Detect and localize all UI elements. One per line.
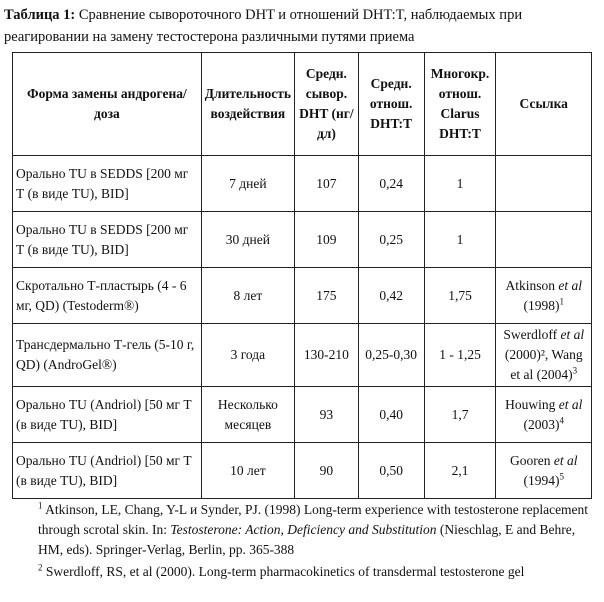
cell-form: Орально TU в SEDDS [200 мг Т (в виде TU), BID] xyxy=(13,156,202,212)
cell-clarus: 2,1 xyxy=(424,443,496,499)
table-row xyxy=(13,268,592,324)
cell-dht: 175 xyxy=(295,268,359,324)
cell-ratio: 0,50 xyxy=(358,443,424,499)
header-row xyxy=(13,53,592,156)
cell-reference: Swerdloff et al (2000)², Wang et al $(2004)^3$ xyxy=(496,324,592,387)
cell-form: Трансдермально Т-гель (5-10 г, QD) (AndroGel®) xyxy=(13,324,202,387)
footnote-1: $^1$ Atkinson, LE, Chang, Y-L и Synder, PJ. (1998) Long-term experience with testosterone replacement through scrotal skin. In: Testosterone: Action, Deficiency and Substitution (Nieschlag, E and Behre, HM, eds). Springer-Verlag, Berlin, pp. 365-388 xyxy=(38,500,589,557)
cell-dht: 93 xyxy=(295,387,359,443)
cell-duration: 8 лет xyxy=(201,268,294,324)
cell-reference: Gooren et al $(1994)^5$ xyxy=(496,443,592,499)
cell-clarus: 1,7 xyxy=(424,387,496,443)
cell-clarus: 1 - 1,25 xyxy=(424,324,496,387)
cell-form: Орально TU в SEDDS [200 мг Т (в виде TU), BID] xyxy=(13,212,202,268)
comparison-table xyxy=(12,52,592,499)
cell-duration: 3 года xyxy=(201,324,294,387)
cell-clarus: 1 xyxy=(424,212,496,268)
cell-dht: 107 xyxy=(295,156,359,212)
table-row xyxy=(13,443,592,499)
cell-form: Орально TU (Andriol) [50 мг Т (в виде TU), BID] xyxy=(13,387,202,443)
table-row xyxy=(13,156,592,212)
cell-reference xyxy=(496,156,592,212)
cell-duration: 30 дней xyxy=(201,212,294,268)
cell-reference: Houwing et al $(2003)^4$ xyxy=(496,387,592,443)
cell-dht: 90 xyxy=(295,443,359,499)
footnotes xyxy=(12,500,600,584)
caption-label: Таблица 1: xyxy=(4,7,76,23)
header-duration: Длительность воздействия xyxy=(201,53,294,156)
caption-text: Сравнение сывороточного DHT и отношений DHT:T, наблюдаемых при реагировании на замену тестостерона различными путями приема xyxy=(4,7,523,45)
cell-clarus: 1,75 xyxy=(424,268,496,324)
header-clarus: Многокр. отнош. Clarus DHT:T xyxy=(424,53,496,156)
header-dht: Средн. сывор. DHT (нг/дл) xyxy=(295,53,359,156)
cell-ratio: 0,24 xyxy=(358,156,424,212)
cell-duration: 7 дней xyxy=(201,156,294,212)
header-form: Форма замены андрогена/доза xyxy=(13,53,202,156)
cell-form: Орально TU (Andriol) [50 мг Т (в виде TU), BID] xyxy=(13,443,202,499)
header-ratio: Средн. отнош. DHT:T xyxy=(358,53,424,156)
cell-dht: 130-210 xyxy=(295,324,359,387)
cell-duration: 10 лет xyxy=(201,443,294,499)
cell-duration: Несколько месяцев xyxy=(201,387,294,443)
cell-reference: Atkinson et al $(1998)^1$ xyxy=(496,268,592,324)
cell-clarus: 1 xyxy=(424,156,496,212)
cell-dht: 109 xyxy=(295,212,359,268)
header-reference: Ссылка xyxy=(496,53,592,156)
cell-reference xyxy=(496,212,592,268)
cell-form: Скротально Т-пластырь (4 - 6 мг, QD) (Testoderm®) xyxy=(13,268,202,324)
table-row xyxy=(13,212,592,268)
table-caption xyxy=(4,4,600,48)
cell-ratio: 0,40 xyxy=(358,387,424,443)
cell-ratio: 0,25-0,30 xyxy=(358,324,424,387)
cell-ratio: 0,25 xyxy=(358,212,424,268)
table-row xyxy=(13,387,592,443)
cell-ratio: 0,42 xyxy=(358,268,424,324)
footnote-2: $^2$ Swerdloff, RS, et al (2000). Long-term pharmacokinetics of transdermal testosterone gel xyxy=(38,562,525,579)
table-row xyxy=(13,324,592,387)
